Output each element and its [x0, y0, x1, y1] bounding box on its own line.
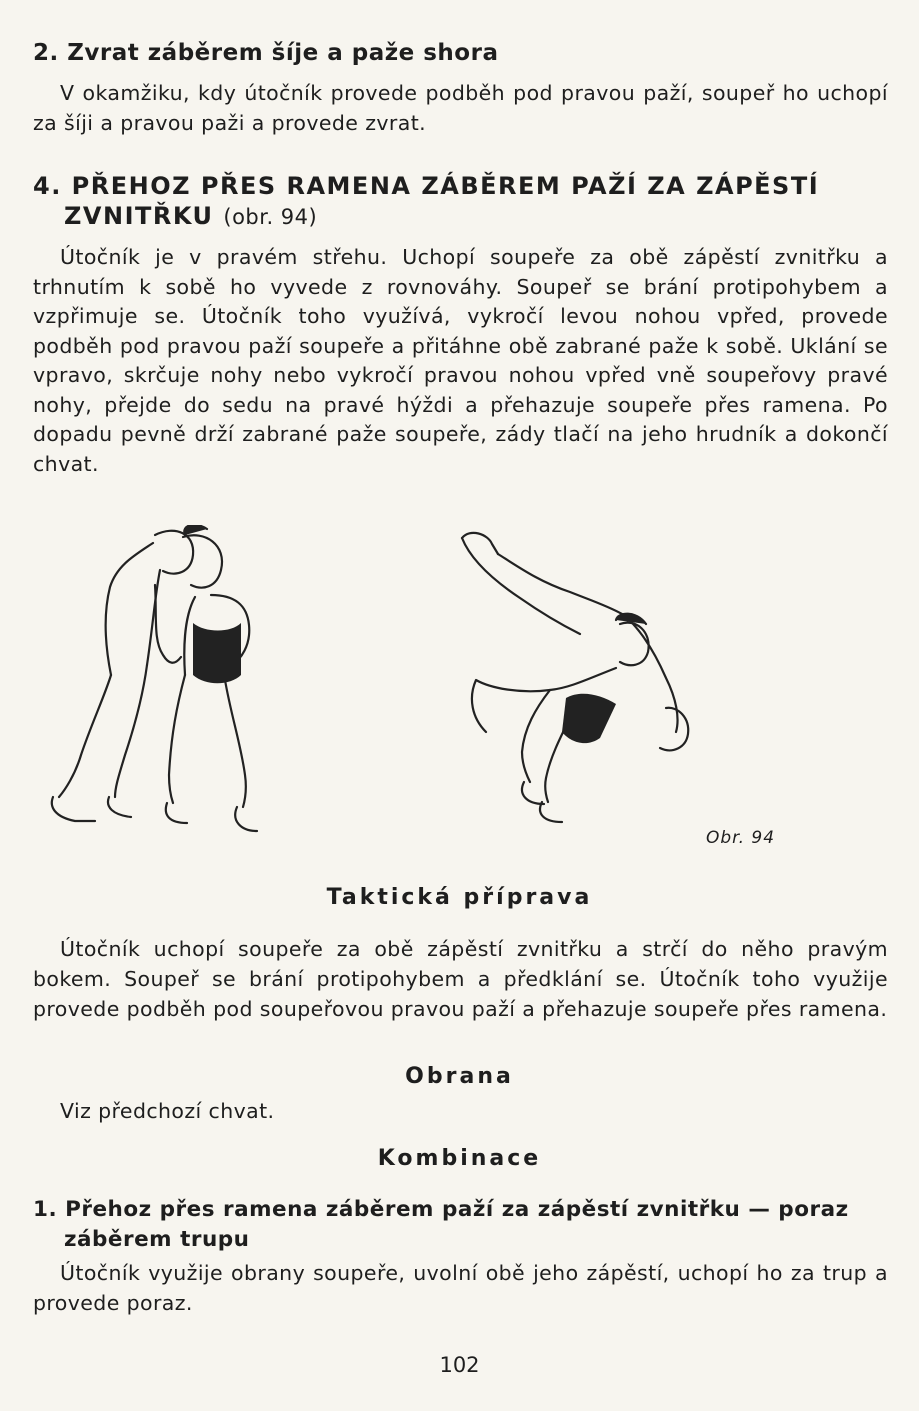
- section-4-title-line2-wrap: [33, 201, 893, 232]
- section-4-text: Útočník je v pravém střehu. Uchopí soupeře za obě zápěstí zvnitřku a trhnutím k sobě ho vyvede z rovnováhy. Soupeř se brání protipohybem a vzpřimuje se. Útočník toho využívá, vykročí levou nohou vpřed, provede podběh pod pravou paží soupeře a přitáhne obě zabrané paže k sobě. Uklání se vpravo, skrčuje nohy nebo vykročí pravou nohou vpřed vně soupeřovy pravé nohy, přejde do sedu na pravé hýždi a přehazuje soupeře přes ramena. Po dopadu pevně drží zabrané paže soupeře, zády tlačí na jeho hrudník a dokončí chvat.: [33, 245, 888, 476]
- combination-item-title-line1: 1. Přehoz přes ramena záběrem paží za zápěstí zvnitřku — poraz: [33, 1197, 849, 1222]
- combination-item-title: [33, 1195, 893, 1255]
- section-2-text: V okamžiku, kdy útočník provede podběh pod pravou paží, soupeř ho uchopí za šíji a pravou paži a provede zvrat.: [33, 81, 888, 135]
- section-2-title: 2. Zvrat záběrem šíje a paže shora: [33, 40, 499, 66]
- wrestlers-standing-illustration: [35, 525, 295, 845]
- combination-heading: Kombinace: [377, 1146, 542, 1171]
- section-4-title-line1: 4. PŘEHOZ PŘES RAMENA ZÁBĚREM PAŽÍ ZA ZÁPĚSTÍ: [33, 172, 820, 200]
- defense-heading: Obrana: [405, 1064, 514, 1089]
- tactical-text: Útočník uchopí soupeře za obě zápěstí zvnitřku a strčí do něho pravým bokem. Soupeř se brání protipohybem a předklání se. Útočník toho využije provede podběh pod soupeřovou pravou paží a přehazuje soupeře přes ramena.: [33, 937, 888, 1021]
- combination-item-title-line2: záběrem trupu: [64, 1227, 250, 1252]
- combination-item-text: Útočník využije obrany soupeře, uvolní obě jeho zápěstí, uchopí ho za trup a provede poraz.: [33, 1261, 888, 1315]
- section-4-title-line2: ZVNITŘKU: [64, 202, 214, 230]
- page-number: 102: [439, 1353, 480, 1377]
- tactical-heading: Taktická příprava: [326, 885, 593, 910]
- defense-text: Viz předchozí chvat.: [60, 1099, 275, 1123]
- section-4-title: [33, 171, 893, 232]
- figure-reference: (obr. 94): [223, 205, 318, 229]
- wrestlers-throw-illustration: [440, 528, 700, 828]
- figure-caption: Obr. 94: [706, 828, 776, 848]
